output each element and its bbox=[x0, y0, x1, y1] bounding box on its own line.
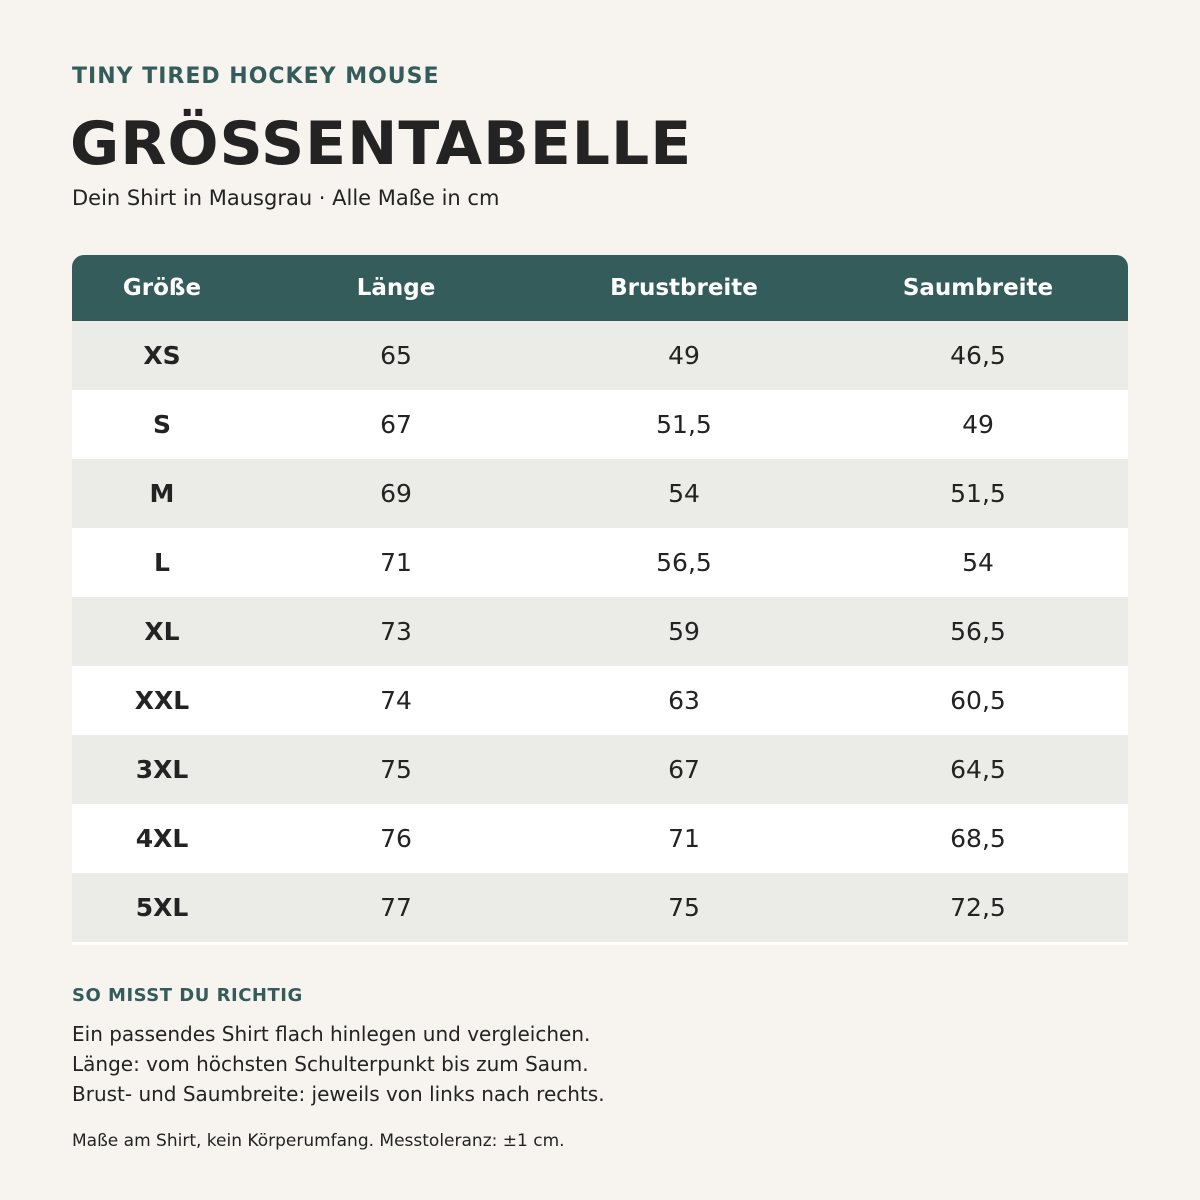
brand-name: TINY TIRED HOCKEY MOUSE bbox=[72, 64, 440, 89]
page-subtitle: Dein Shirt in Mausgrau · Alle Maße in cm bbox=[72, 186, 500, 210]
cell-size: S bbox=[152, 410, 171, 439]
table-row bbox=[72, 597, 1128, 666]
cell-size: 3XL bbox=[135, 755, 189, 784]
table-row bbox=[72, 528, 1128, 597]
howto-title: SO MISST DU RICHTIG bbox=[72, 985, 303, 1006]
cell-size: 5XL bbox=[135, 893, 189, 922]
header-chest-width: Brustbreite bbox=[610, 275, 758, 301]
cell-chest-width: 63 bbox=[668, 686, 700, 715]
table-row bbox=[72, 459, 1128, 528]
table-header-row bbox=[72, 255, 1128, 321]
cell-chest-width: 51,5 bbox=[656, 410, 712, 439]
cell-chest-width: 54 bbox=[668, 479, 700, 508]
howto-line: Länge: vom höchsten Schulterpunkt bis zum Saum. bbox=[72, 1052, 589, 1076]
page-title: GRÖSSENTABELLE bbox=[70, 109, 693, 179]
table-bottom-border bbox=[72, 942, 1128, 945]
header-size: Größe bbox=[122, 275, 202, 301]
cell-hem-width: 60,5 bbox=[950, 686, 1006, 715]
howto-instructions bbox=[72, 1019, 605, 1109]
table-row bbox=[72, 390, 1128, 459]
cell-size: L bbox=[154, 548, 170, 577]
cell-length: 65 bbox=[380, 341, 412, 370]
cell-length: 74 bbox=[380, 686, 412, 715]
cell-size: 4XL bbox=[135, 824, 189, 853]
table-row bbox=[72, 666, 1128, 735]
cell-hem-width: 68,5 bbox=[950, 824, 1006, 853]
table-row bbox=[72, 873, 1128, 942]
size-table bbox=[72, 255, 1128, 945]
cell-length: 69 bbox=[380, 479, 412, 508]
cell-hem-width: 64,5 bbox=[950, 755, 1006, 784]
table-row bbox=[72, 735, 1128, 804]
howto-line: Brust- und Saumbreite: jeweils von links nach rechts. bbox=[72, 1082, 605, 1106]
cell-length: 76 bbox=[380, 824, 412, 853]
cell-chest-width: 75 bbox=[668, 893, 700, 922]
cell-length: 67 bbox=[380, 410, 412, 439]
header-length: Länge bbox=[356, 275, 436, 301]
cell-size: M bbox=[149, 479, 175, 508]
cell-chest-width: 67 bbox=[668, 755, 700, 784]
table-body bbox=[72, 321, 1128, 942]
header-hem-width: Saumbreite bbox=[902, 275, 1054, 301]
cell-length: 75 bbox=[380, 755, 412, 784]
table-row bbox=[72, 321, 1128, 390]
cell-length: 71 bbox=[380, 548, 412, 577]
cell-hem-width: 46,5 bbox=[950, 341, 1006, 370]
cell-length: 77 bbox=[380, 893, 412, 922]
cell-chest-width: 71 bbox=[668, 824, 700, 853]
cell-hem-width: 56,5 bbox=[950, 617, 1006, 646]
cell-length: 73 bbox=[380, 617, 412, 646]
cell-size: XL bbox=[144, 617, 180, 646]
cell-chest-width: 59 bbox=[668, 617, 700, 646]
cell-chest-width: 56,5 bbox=[656, 548, 712, 577]
cell-hem-width: 51,5 bbox=[950, 479, 1006, 508]
table-row bbox=[72, 804, 1128, 873]
cell-hem-width: 49 bbox=[962, 410, 994, 439]
cell-hem-width: 54 bbox=[962, 548, 994, 577]
howto-line: Ein passendes Shirt flach hinlegen und vergleichen. bbox=[72, 1022, 591, 1046]
cell-size: XXL bbox=[134, 686, 190, 715]
cell-size: XS bbox=[143, 341, 181, 370]
cell-chest-width: 49 bbox=[668, 341, 700, 370]
cell-hem-width: 72,5 bbox=[950, 893, 1006, 922]
measurement-note: Maße am Shirt, kein Körperumfang. Messtoleranz: ±1 cm. bbox=[72, 1131, 565, 1151]
